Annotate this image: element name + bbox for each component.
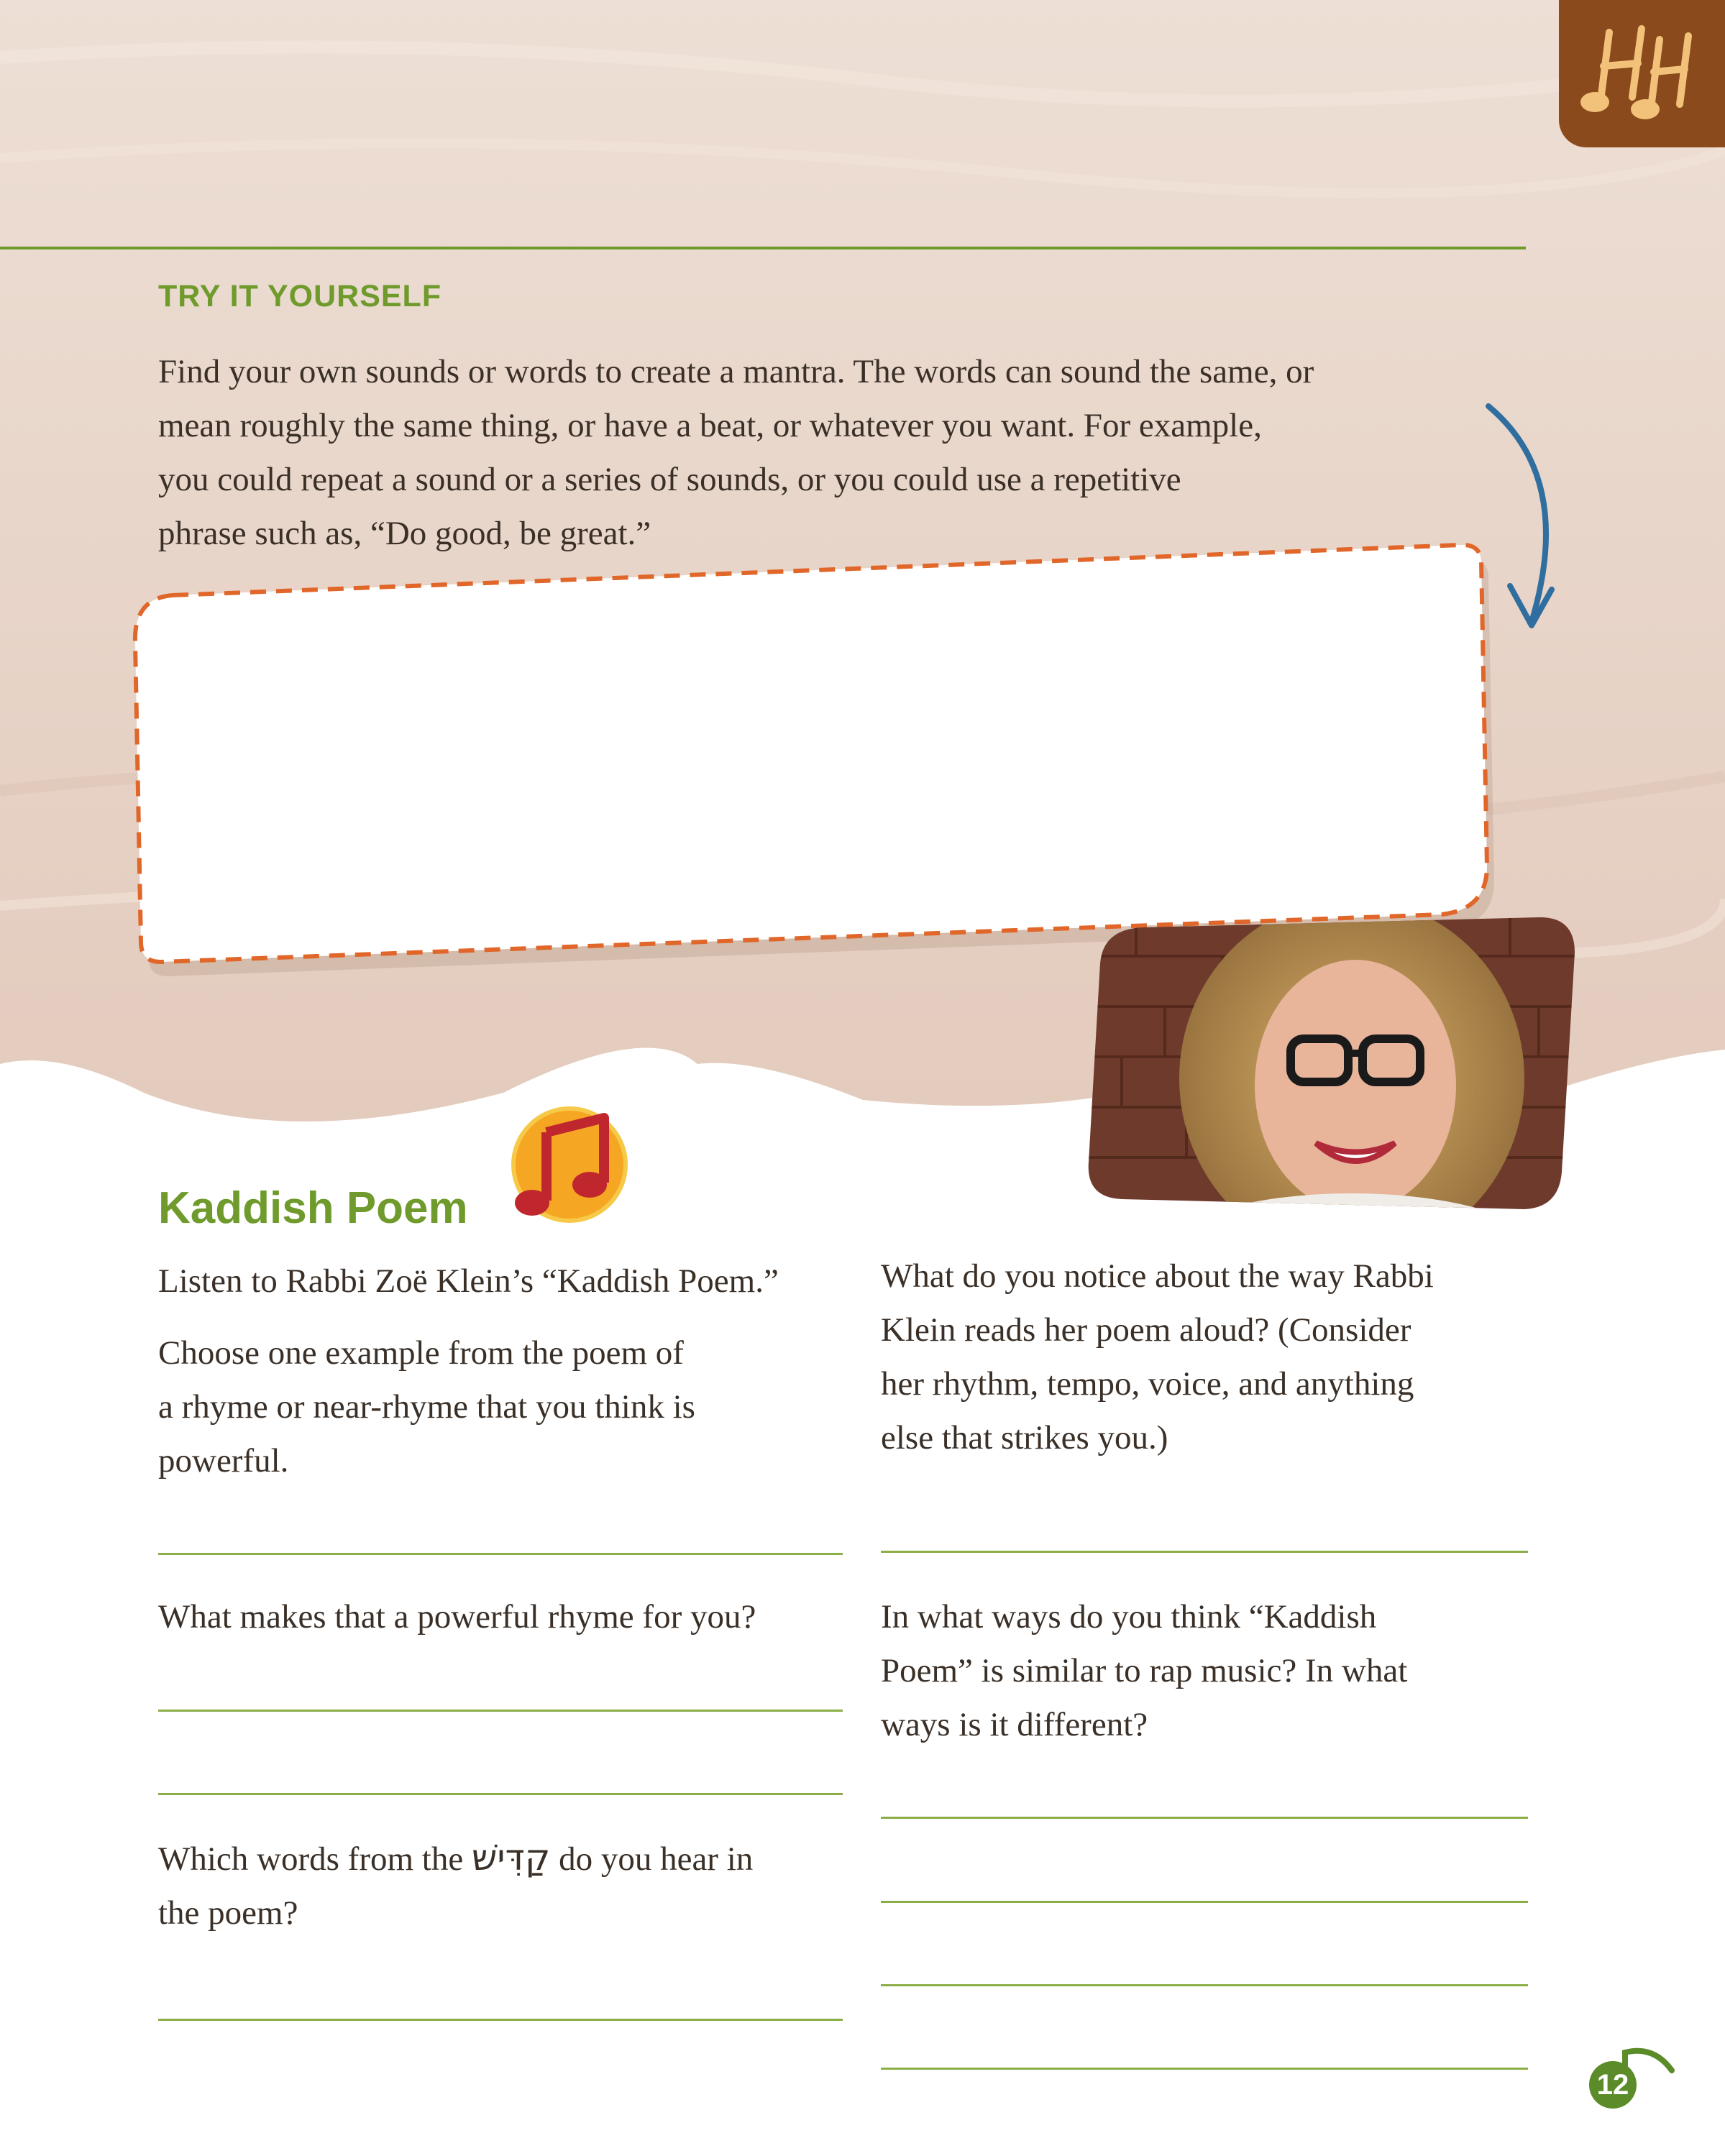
answer-line[interactable] [881, 1551, 1528, 1553]
section-title: Kaddish Poem [158, 1183, 468, 1233]
question-line: the poem? [158, 1894, 298, 1932]
music-note-icon[interactable] [503, 1104, 633, 1233]
question-line: powerful. [158, 1442, 289, 1480]
instruction-line: mean roughly the same thing, or have a beat, or whatever you want. For example, [158, 407, 1262, 444]
hebrew-kaddish: קַדִּישׁ [471, 1837, 551, 1879]
question-line: ways is it different? [881, 1706, 1148, 1743]
answer-line[interactable] [158, 1793, 843, 1795]
instruction-line: Find your own sounds or words to create a mantra. The words can sound the same, or [158, 353, 1314, 390]
question-powerful: What makes that a powerful rhyme for you? [158, 1598, 756, 1636]
question-listen: Listen to Rabbi Zoë Klein’s “Kaddish Poem.” [158, 1262, 779, 1300]
question-line: Klein reads her poem aloud? (Consider [881, 1311, 1411, 1349]
question-line: What do you notice about the way Rabbi [881, 1257, 1434, 1295]
answer-line[interactable] [881, 2068, 1528, 2070]
answer-line[interactable] [881, 1984, 1528, 1986]
answer-line[interactable] [881, 1817, 1528, 1819]
question-line: her rhythm, tempo, voice, and anything [881, 1365, 1414, 1403]
answer-line[interactable] [158, 2019, 843, 2021]
question-line: Choose one example from the poem of [158, 1334, 684, 1372]
question-line: a rhyme or near-rhyme that you think is [158, 1388, 695, 1426]
page-number-text: 12 [1589, 2061, 1637, 2109]
question-text-before: Which words from the [158, 1840, 472, 1878]
question-rhyme [158, 1326, 695, 1488]
try-it-heading: TRY IT YOURSELF [158, 279, 442, 313]
question-line: In what ways do you think “Kaddish [881, 1598, 1377, 1636]
question-rap-comparison [881, 1590, 1407, 1752]
mantra-answer-box[interactable] [0, 0, 1725, 1006]
answer-line[interactable] [158, 1710, 843, 1712]
question-line: Poem” is similar to rap music? In what [881, 1652, 1408, 1689]
answer-line[interactable] [881, 1901, 1528, 1903]
question-kaddish-words [158, 1831, 753, 1940]
instruction-line: you could repeat a sound or a series of sounds, or you could use a repetitive [158, 461, 1181, 498]
question-text-after: do you hear in [550, 1840, 754, 1878]
question-line [158, 1831, 753, 1886]
question-reading-style [881, 1249, 1434, 1465]
answer-line[interactable] [158, 1553, 843, 1555]
instruction-line: phrase such as, “Do good, be great.” [158, 515, 651, 552]
question-line: else that strikes you.) [881, 1419, 1168, 1457]
rabbi-photo [1079, 913, 1582, 1229]
